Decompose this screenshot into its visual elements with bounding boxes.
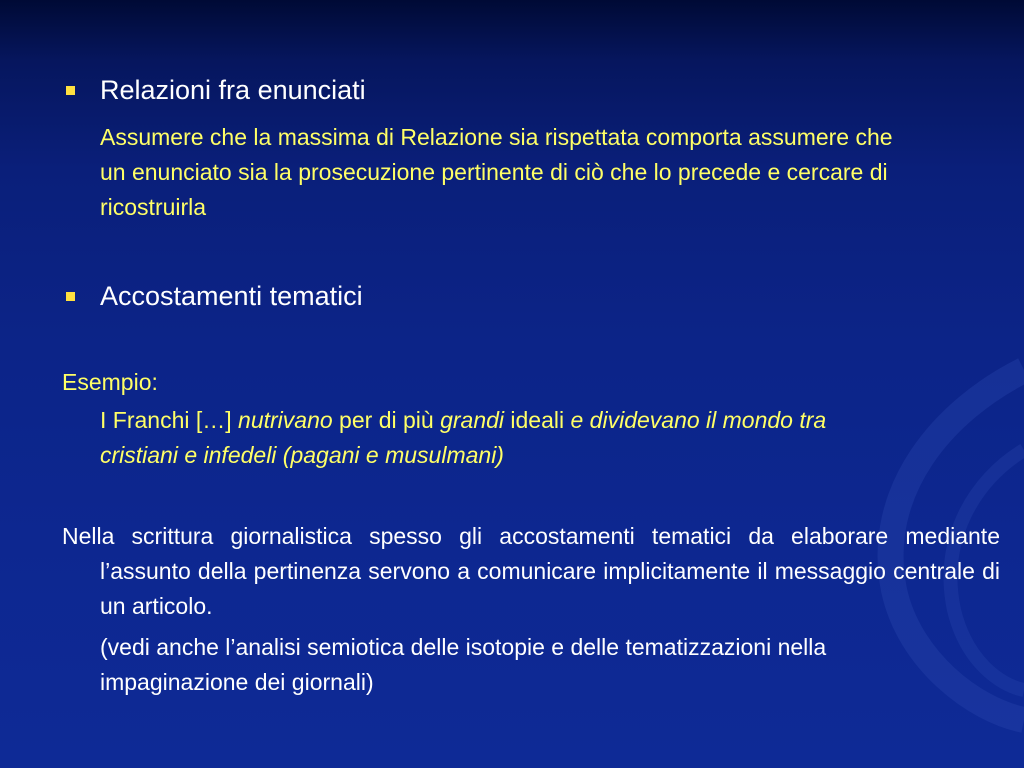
paragraph-giornalistica: Nella scrittura giornalistica spesso gli accostamenti tematici da elaborare mediante l’assunto della pertinenza servono a comunicare implicitamente il messaggio centrale di un articolo.: [62, 523, 1000, 619]
heading-accostamenti: Accostamenti tematici: [100, 281, 363, 311]
paragraph-semiotica: (vedi anche l’analisi semiotica delle isotopie e delle tematizzazioni nella impaginazione dei giornali): [100, 634, 827, 695]
bullet-marker: [66, 292, 75, 301]
example-quote: [100, 403, 900, 473]
paragraph-relazione: Assumere che la massima di Relazione sia rispettata comporta assumere che un enunciato sia la prosecuzione pertinente di ciò che lo precede e cercare di ricostruirla: [100, 124, 893, 220]
example-italic: grandi: [440, 407, 505, 433]
bullet-marker: [66, 86, 75, 95]
heading-relazioni: Relazioni fra enunciati: [100, 75, 366, 105]
example-label: Esempio:: [62, 369, 158, 395]
example-italic: e dividevano il mondo tra cristiani e infedeli (pagani e musulmani): [100, 407, 827, 468]
example-italic: nutrivano: [238, 407, 333, 433]
example-text: ideali: [504, 407, 571, 433]
example-text: per di più: [332, 407, 441, 433]
example-text: I Franchi […]: [100, 407, 239, 433]
